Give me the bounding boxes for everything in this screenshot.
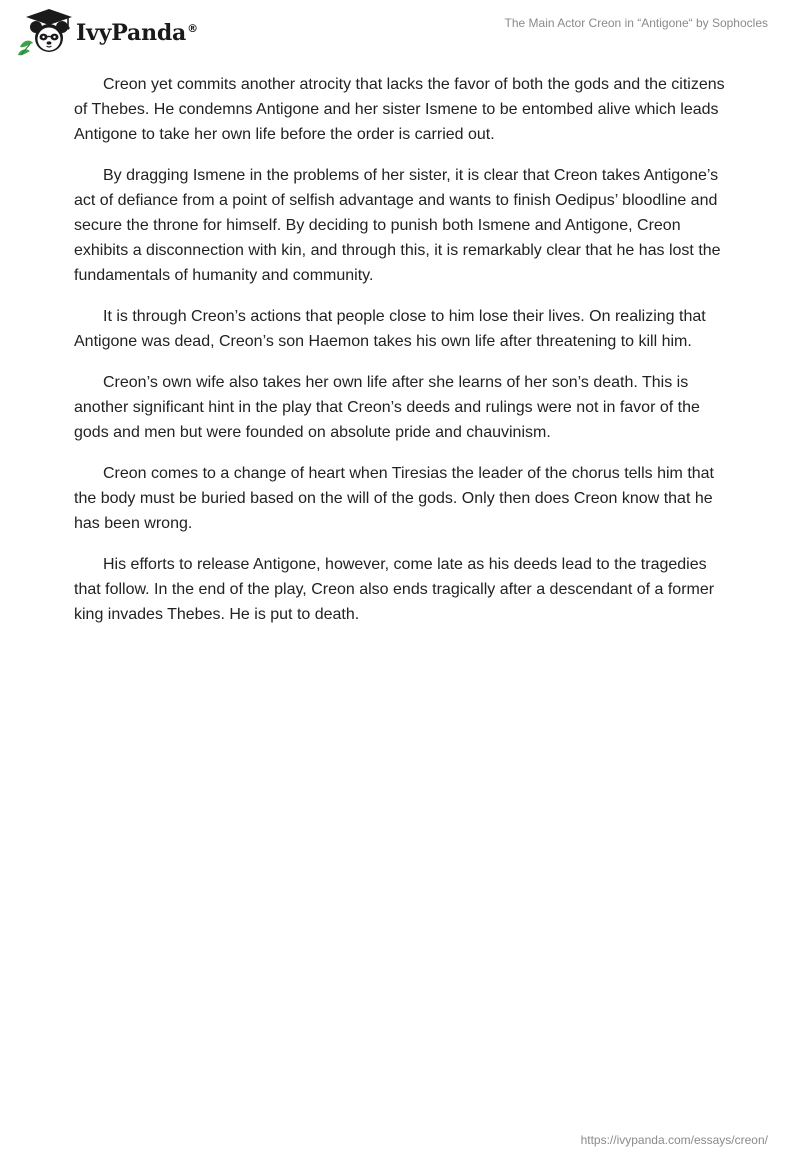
- paragraph: Creon yet commits another atrocity that lacks the favor of both the gods and the citizens of Thebes. He condemns Antigone and her sister Ismene to be entombed alive which leads Antigone to take her own life before the order is carried out.: [74, 76, 725, 143]
- registered-mark: ®: [187, 21, 198, 35]
- panda-graduate-icon: [16, 8, 74, 56]
- brand-name-text: IvyPanda: [76, 20, 187, 46]
- paragraph: Creon’s own wife also takes her own life after she learns of her son’s death. This is another significant hint in the play that Creon’s deeds and rulings were not in favor of the gods and men but were founded on absolute pride and chauvinism.: [74, 374, 700, 441]
- brand-name: [76, 20, 198, 46]
- essay-body: [74, 72, 728, 643]
- paragraph: His efforts to release Antigone, however, come late as his deeds lead to the tragedies that follow. In the end of the play, Creon also ends tragically after a descendant of a former king invades Thebes. He is put to death.: [74, 556, 715, 623]
- document-title: The Main Actor Creon in “Antigone“ by Sophocles: [504, 16, 768, 30]
- paragraph: Creon comes to a change of heart when Tiresias the leader of the chorus tells him that the body must be buried based on the will of the gods. Only then does Creon know that he has been wrong.: [74, 465, 714, 532]
- page-header: [0, 0, 800, 60]
- paragraph: By dragging Ismene in the problems of her sister, it is clear that Creon takes Antigone’s act of defiance from a point of selfish advantage and wants to finish Oedipus’ bloodline and secure the throne for himself. By deciding to punish both Ismene and Antigone, Creon exhibits a disconnection with kin, and through this, it is remarkably clear that he has lost the fundamentals of humanity and community.: [74, 167, 721, 284]
- paragraph: It is through Creon’s actions that people close to him lose their lives. On realizing that Antigone was dead, Creon’s son Haemon takes his own life after threatening to kill him.: [74, 308, 706, 350]
- ivypanda-logo[interactable]: [16, 8, 198, 56]
- source-url-link[interactable]: https://ivypanda.com/essays/creon/: [580, 1133, 768, 1147]
